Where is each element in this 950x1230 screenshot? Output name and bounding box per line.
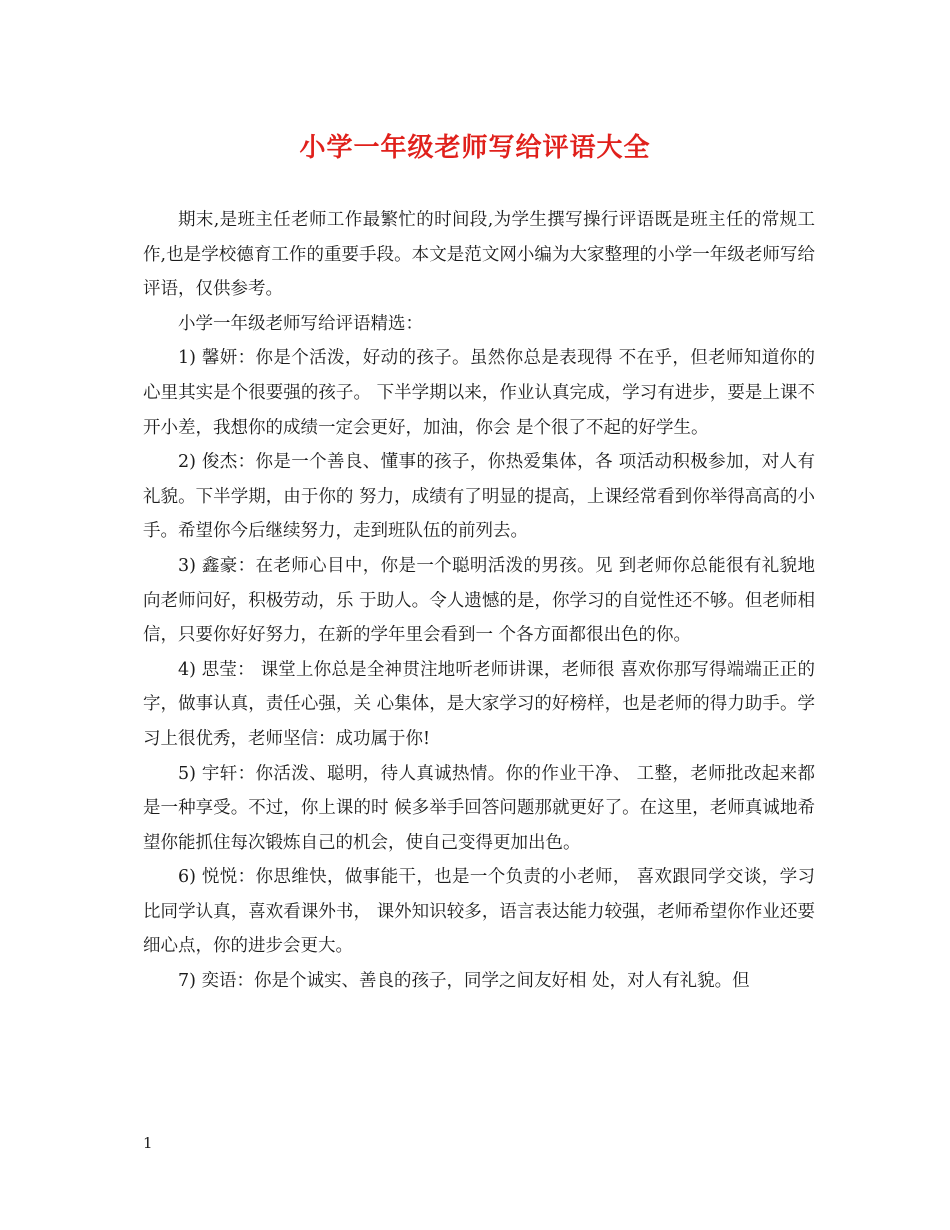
comment-paragraph-3: 3) 鑫豪：在老师心目中，你是一个聪明活泼的男孩。见 到老师你总能很有礼貌地向老师问好，积极劳动，乐 于助人。令人遗憾的是，你学习的自觉性还不够。但老师相信，只要你好好努力，在新的学年里会看到一 个各方面都很出色的你。	[143, 555, 815, 646]
comment-paragraph-1: 1) 馨妍：你是个活泼，好动的孩子。虽然你总是表现得 不在乎，但老师知道你的心里其实是个很要强的孩子。 下半学期以来，作业认真完成，学习有进步，要是上课不开小差，我想你的成绩一定会更好，加油，你会 是个很了不起的好学生。	[143, 348, 815, 438]
document-body	[143, 203, 815, 999]
comment-paragraph-5: 5) 宇轩：你活泼、聪明，待人真诚热情。你的作业干净、 工整，老师批改起来都是一种享受。不过，你上课的时 候多举手回答问题那就更好了。在这里，老师真诚地希望你能抓住每次锻炼自己的机会，使自己变得更加出色。	[143, 763, 815, 853]
intro-paragraph: 期末,是班主任老师工作最繁忙的时间段,为学生撰写操行评语既是班主任的常规工作,也是学校德育工作的重要手段。本文是范文网小编为大家整理的小学一年级老师写给评语，仅供参考。	[143, 210, 815, 300]
page-number: 1	[143, 1134, 153, 1152]
section-heading: 小学一年级老师写给评语精选：	[178, 313, 423, 334]
comment-paragraph-2: 2) 俊杰：你是一个善良、懂事的孩子，你热爱集体，各 项活动积极参加，对人有礼貌。下半学期，由于你的 努力，成绩有了明显的提高，上课经常看到你举得高高的小手。希望你今后继续努力，走到班队伍的前列去。	[143, 452, 815, 542]
comment-paragraph-4: 4) 思莹： 课堂上你总是全神贯注地听老师讲课，老师很 喜欢你那写得端端正正的字，做事认真，责任心强，关 心集体，是大家学习的好榜样，也是老师的得力助手。学习上很优秀，老师坚信：成功属于你!	[143, 659, 815, 749]
comment-paragraph-6: 6) 悦悦：你思维快，做事能干，也是一个负责的小老师， 喜欢跟同学交谈，学习比同学认真，喜欢看课外书， 课外知识较多，语言表达能力较强，老师希望你作业还要细心点，你的进步会更大。	[143, 867, 815, 957]
comment-paragraph-7: 7) 奕语：你是个诚实、善良的孩子，同学之间友好相 处，对人有礼貌。但	[178, 971, 750, 992]
document-title: 小学一年级老师写给评语大全	[299, 133, 651, 163]
